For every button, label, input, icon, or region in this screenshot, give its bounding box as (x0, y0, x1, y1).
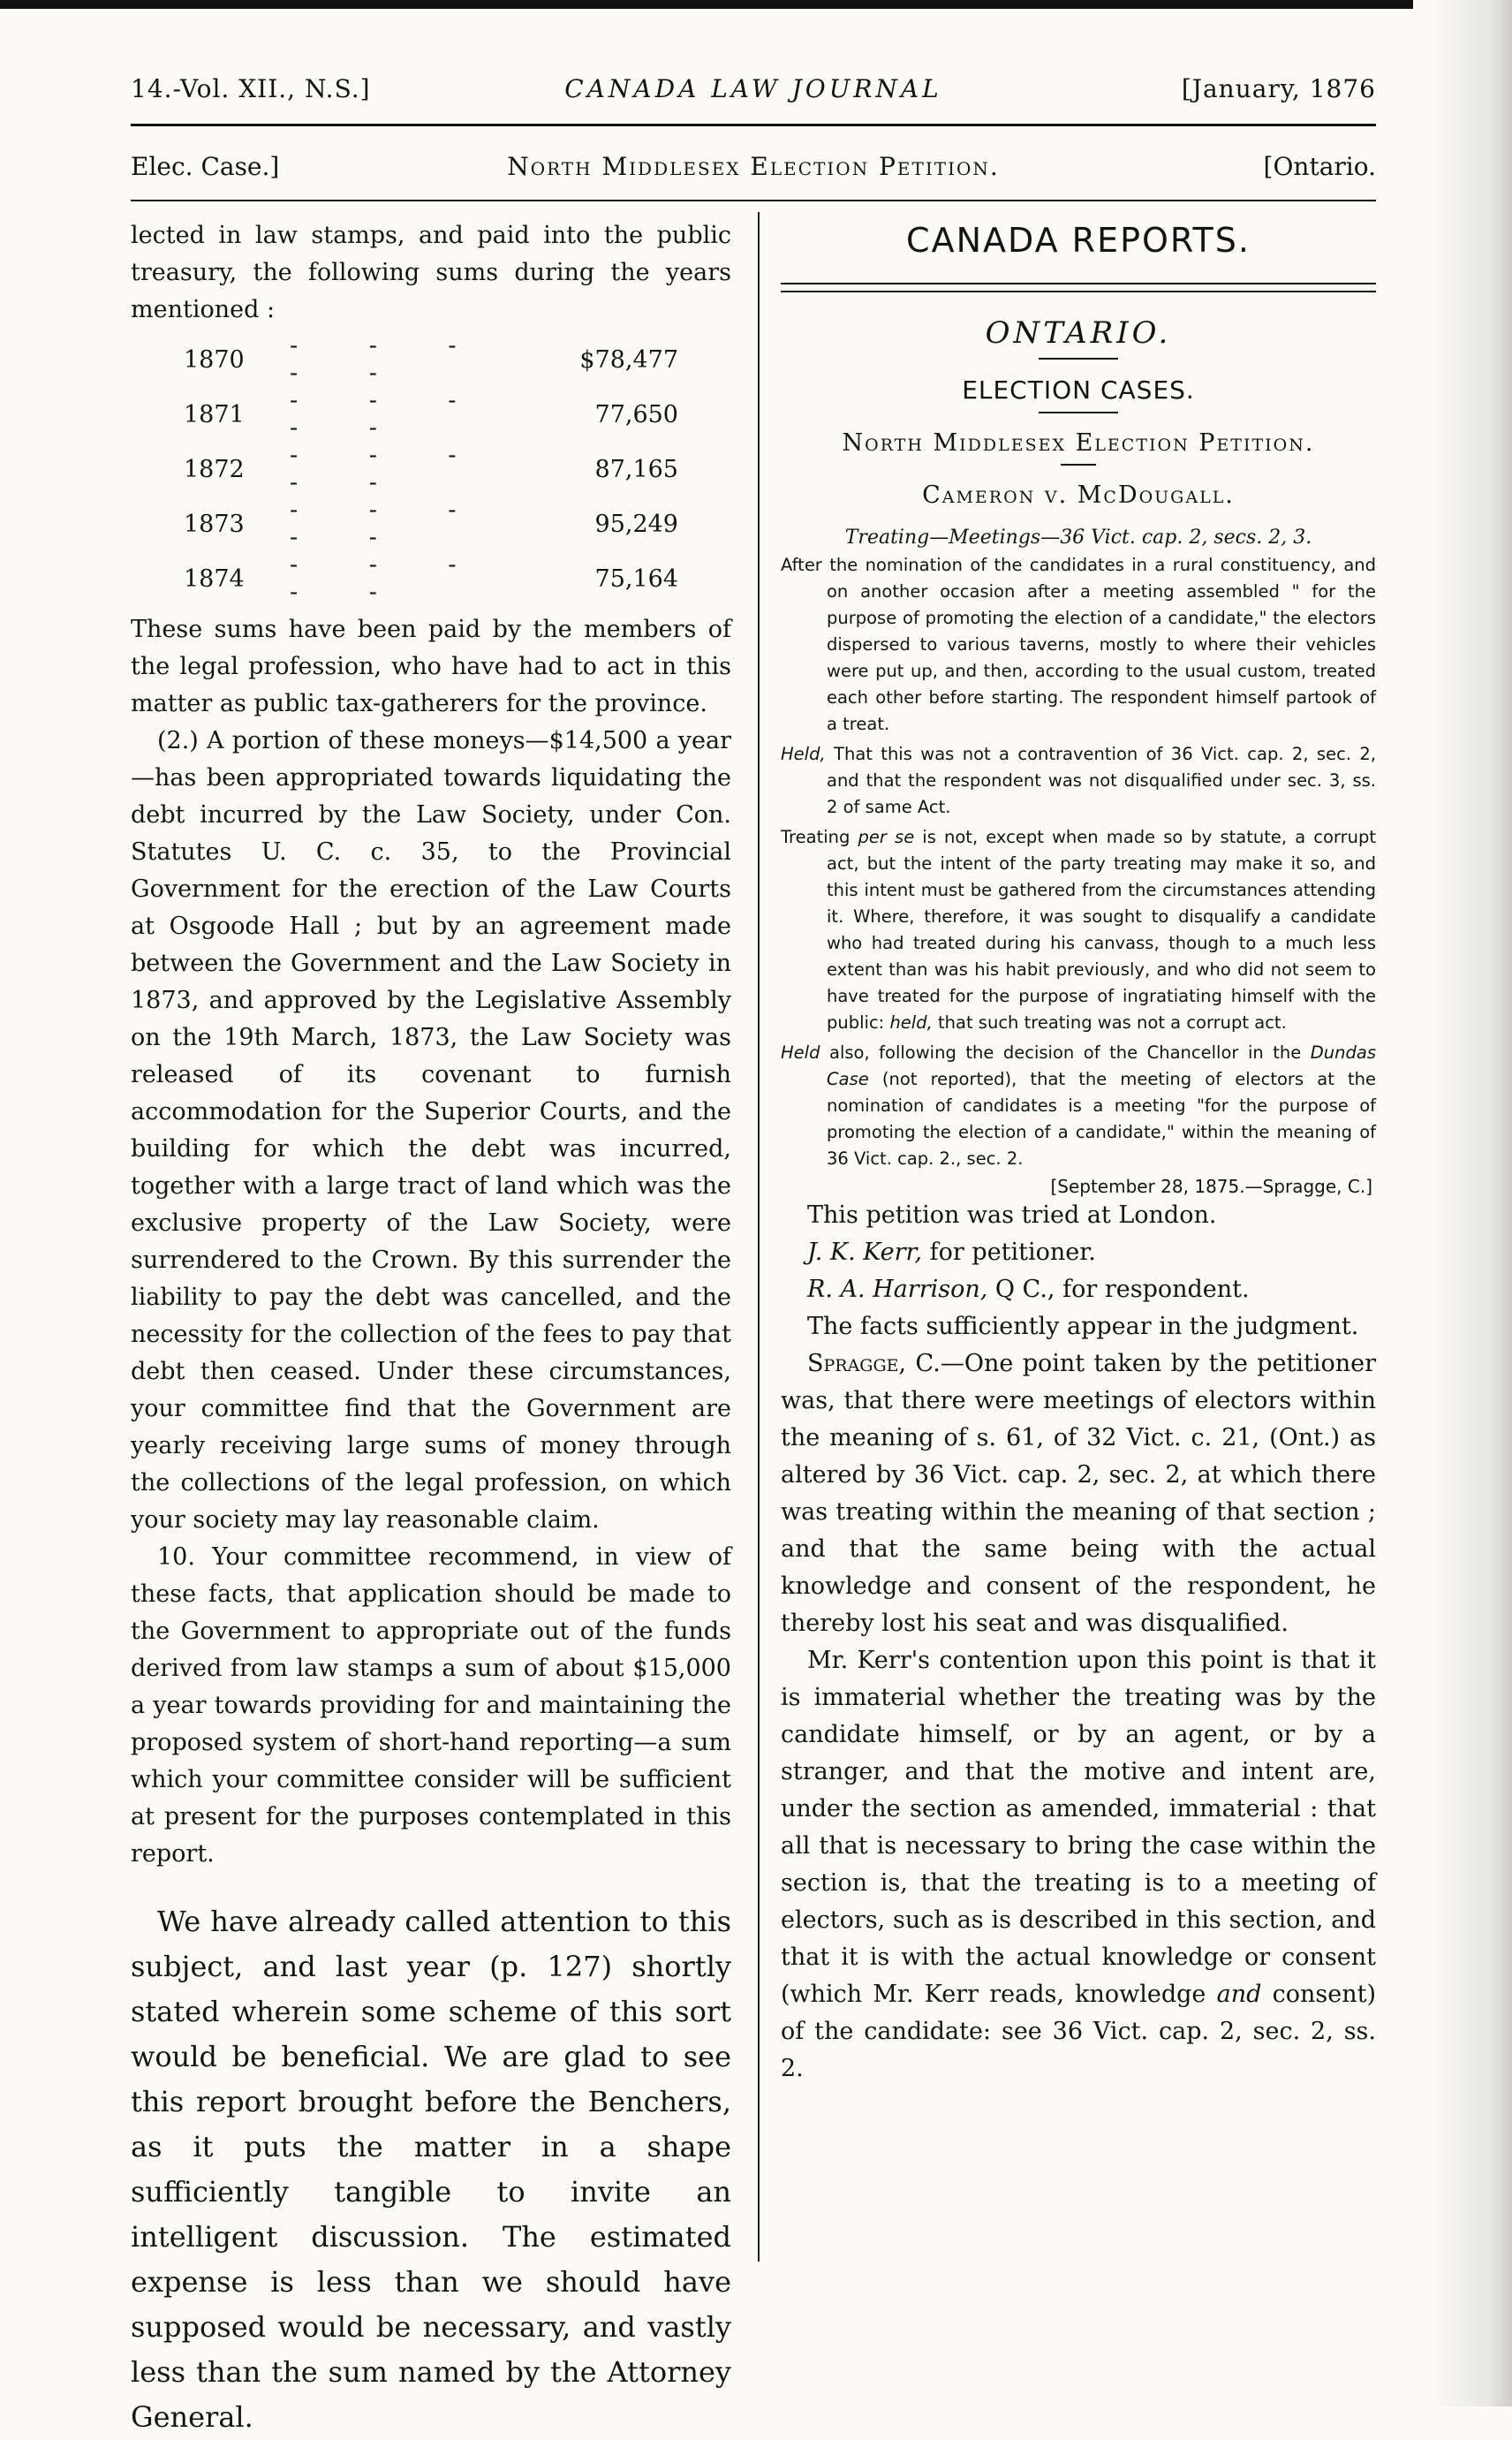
held-label: Held (781, 1042, 820, 1063)
table-row (184, 332, 678, 387)
judge-name: Spragge, C. (807, 1350, 941, 1377)
year-cell: 1871 (184, 400, 245, 428)
headnote-title (781, 527, 1376, 549)
case-name: North Middlesex Election Petition. (842, 429, 1315, 457)
subheader-center: North Middlesex Election Petition. (507, 152, 1000, 181)
counsel-name: R. A. Harrison, (807, 1276, 988, 1303)
short-rule (1039, 412, 1118, 413)
headnote-2-text: That this was not a contravention of 36 Vict. cap. 2, sec. 2, and that the respondent was not disqualified under sec. 3, ss. 2 of same Act. (825, 744, 1376, 817)
counsel-role: for petitioner. (922, 1239, 1096, 1266)
subheader-left: Elec. Case.] (131, 152, 280, 181)
double-rule (781, 283, 1376, 292)
judgment-text: —One point taken by the petitioner was, that there were meetings of electors within the meaning of s. 61, of 32 Vict. c. 21, (Ont.) as altered by 36 Vict. cap. 2, sec. 2, at which there was treating within the meaning of that section ; and that the same being with the actual knowledge and consent of the respondent, he thereby lost his seat and was disqualified. (781, 1350, 1376, 1637)
judgment-paragraph (781, 1345, 1376, 1642)
leader-cell: - - - - - (290, 496, 488, 551)
leader-cell: - - - - - (290, 387, 488, 442)
kerr-paragraph (781, 1642, 1376, 2088)
header-rule (131, 124, 1376, 126)
headnote-4-text: (not reported), that the meeting of electors at the nomination of candidates is a meeting "for the purpose of promoting the election of a candidate," within the meaning of 36 Vict. cap. 2., sec. 2. (827, 1069, 1376, 1169)
kerr-text: consent) of the candidate: see 36 Vict. cap. 2, sec. 2, ss. 2. (781, 1981, 1376, 2082)
paragraph-recommend: 10. Your committee recommend, in view of these facts, that application should be made to the Government to appropriate out of the funds derived from law stamps a sum of about $15,000 a year towards providing for and maintaining the proposed system of short-hand reporting—a sum which your committee consider will be sufficient at present for the purposes contemplated in this report. (131, 1543, 731, 1868)
leader-cell: - - - - - (290, 332, 488, 387)
top-border (0, 0, 1413, 9)
short-rule (1061, 464, 1096, 466)
counsel-respondent (781, 1271, 1376, 1308)
headnote-3-text: Treating (781, 827, 858, 847)
short-rule (1039, 358, 1118, 360)
amount-cell: 75,164 (594, 565, 678, 593)
held-label: held, (889, 1012, 933, 1033)
issue-date: [January, 1876 (1181, 74, 1376, 103)
facts-line: The facts sufficiently appear in the judgment. (807, 1313, 1359, 1340)
intro-paragraph: lected in law stamps, and paid into the public treasury, the following sums during the years mentioned : (131, 222, 731, 323)
section-heading: ELECTION CASES. (962, 375, 1195, 405)
amount-cell: 77,650 (594, 400, 678, 428)
headnote-3-text: is not, except when made so by statute, a corrupt act, but the intent of the party treating may make it so, and this intent must be gathered from the circumstances attending it. Where, therefore, it was sought to disqualify a candidate who had treated during his canvass, though to a much less extent than was his habit previously, and who did not seem to have treated for the purpose of ingratiating himself with the public: (827, 827, 1376, 1033)
amount-cell: 87,165 (594, 455, 678, 483)
table-row (184, 442, 678, 496)
latin-term: per se (858, 827, 915, 847)
headnote-4 (781, 1040, 1376, 1172)
table-row (184, 551, 678, 606)
amount-cell: 95,249 (594, 510, 678, 538)
page-edge (1433, 0, 1512, 2406)
column-divider (758, 212, 760, 2262)
amount-cell: $78,477 (579, 345, 678, 374)
paragraph-portion: (2.) A portion of these moneys—$14,500 a year—has been appropriated towards liquidating the debt incurred by the Law Society, under Con. Statutes U. C. c. 35, to the Provincial Government for the erection of the Law Courts at Osgoode Hall ; but by an agreement made between the Government and the Law Society in 1873, and approved by the Legislative Assembly on the 19th March, 1873, the Law Society was released of its covenant to furnish accommodation for the Superior Courts, and the building for which the debt was incurred, together with a large tract of land which was the exclusive property of the Law Society, were surrendered to the Crown. By this surrender the liability to pay the debt was cancelled, and the necessity for the collection of the fees to pay that debt then ceased. Under these circumstances, your committee find that the Government are yearly receiving large sums of money through the collections of the legal profession, on which your society may lay reasonable claim. (131, 727, 731, 1534)
held-label: Held, (781, 744, 826, 764)
table-row (184, 387, 678, 442)
emphasis: and (1216, 1981, 1262, 2008)
trial-location: This petition was tried at London. (807, 1201, 1217, 1229)
counsel-petitioner (781, 1234, 1376, 1271)
kerr-text: Mr. Kerr's contention upon this point is that it is immaterial whether the treating was by the candidate himself, or by an agent, or by a stranger, and that the motive and intent are, under the section as amended, immaterial : that all that is necessary to bring the case within the section is, that the treating is to a meeting of electors, such as is described in this section, and that it is with the actual knowledge or consent (which Mr. Kerr reads, knowledge (781, 1647, 1376, 2008)
editorial-note: We have already called attention to this subject, and last year (p. 127) shortly stated wherein some scheme of this sort would be beneficial. We are glad to see this report brought before the Benchers, as it puts the matter in a shape sufficiently tangible to invite an intelligent discussion. The estimated expense is less than we should have supposed would be necessary, and vastly less than the sum named by the Attorney General. (131, 1905, 731, 2434)
headnote-title-text: Treating—Meetings—36 Vict. cap. 2, secs. 2, 3. (844, 527, 1312, 549)
judgment-body (781, 1197, 1376, 2088)
year-cell: 1874 (184, 565, 245, 593)
headnote-3 (781, 824, 1376, 1036)
counsel-role: Q C., for respondent. (987, 1276, 1250, 1303)
running-header (131, 69, 1376, 113)
reports-title: CANADA REPORTS. (906, 221, 1251, 260)
year-cell: 1873 (184, 510, 245, 538)
leader-cell: - - - - - (290, 551, 488, 606)
right-column (781, 217, 1376, 2088)
subheader-right: [Ontario. (1263, 152, 1376, 181)
counsel-name: J. K. Kerr, (807, 1239, 923, 1266)
sums-table (184, 332, 678, 606)
headnote-1: After the nomination of the candidates in a rural constituency, and on another occasion after a meeting assembled " for the purpose of promoting the election of a candidate," the electors dispersed to various taverns, mostly to where their vehicles were put up, and then, according to the usual custom, treated each other before starting. The respondent himself partook of a treat. (781, 555, 1376, 734)
province-heading: ONTARIO. (985, 315, 1172, 351)
case-parties: Cameron v. McDougall. (922, 481, 1235, 509)
year-cell: 1870 (184, 345, 245, 374)
case-citation: Dundas Case (827, 1042, 1376, 1089)
volume-label: 14.-Vol. XII., N.S.] (131, 74, 371, 103)
headnote-4-text: also, following the decision of the Chancellor in the (820, 1042, 1311, 1063)
subheader-rule (131, 200, 1376, 201)
decision-date: [September 28, 1875.—Spragge, C.] (1050, 1176, 1372, 1197)
headnote-2 (781, 741, 1376, 821)
left-column (131, 217, 731, 2440)
year-cell: 1872 (184, 455, 245, 483)
table-row (184, 496, 678, 551)
paragraph-sums: These sums have been paid by the members of the legal profession, who have had to act in this matter as public tax-gatherers for the province. (131, 616, 731, 717)
leader-cell: - - - - - (290, 442, 488, 496)
headnote-3-text: that such treating was not a corrupt act. (932, 1012, 1287, 1033)
journal-title: CANADA LAW JOURNAL (564, 74, 942, 103)
subheader (131, 147, 1376, 191)
